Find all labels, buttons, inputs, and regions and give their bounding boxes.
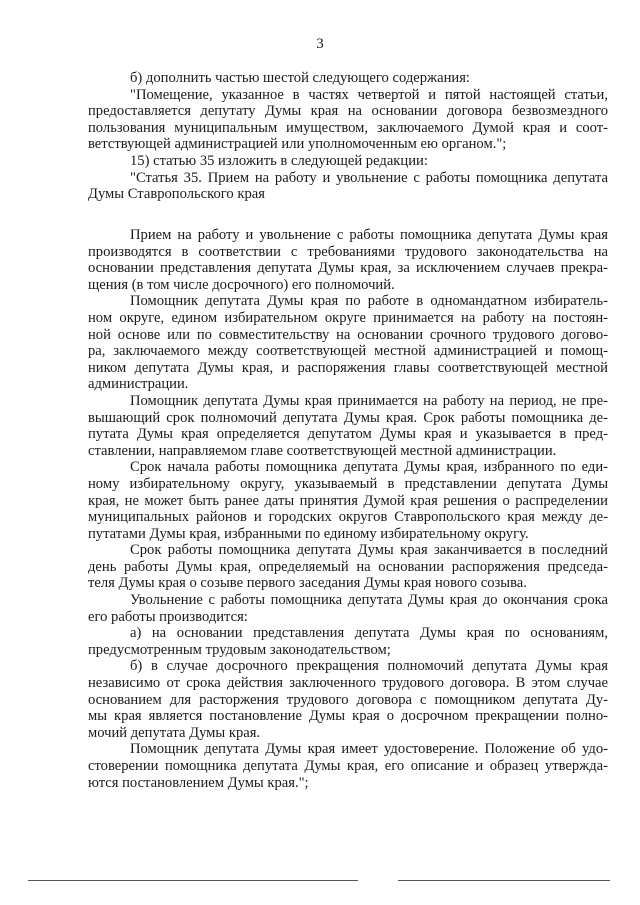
text-line: Помощник депутата Думы края по работе в одномандатном избиратель-: [130, 293, 608, 310]
text-line: производятся в соответствии с требованиями трудового законодательства на: [88, 243, 608, 260]
text-line: "Помещение, указанное в частях четвертой и пятой настоящей статьи,: [130, 86, 608, 103]
text-line: его работы производится:: [88, 608, 248, 625]
text-line: вышающий срок полномочий депутата Думы края. Срок работы помощника де-: [88, 409, 608, 426]
text-line: 15) статью 35 изложить в следующей редакции:: [130, 152, 428, 169]
text-line: администрации.: [88, 376, 189, 393]
text-line: муниципальных районов и городских округов Ставропольского края между де-: [88, 509, 608, 526]
text-line: ном округе, едином избирательном округе принимается на работу на постоян-: [88, 309, 608, 326]
text-line: предусмотренным трудовым законодательством;: [88, 641, 391, 658]
text-line: ветствующей администрацией или уполномоченным ею органом.";: [88, 136, 507, 153]
text-line: мы края является постановление Думы края о досрочном прекращении полно-: [88, 708, 608, 725]
text-line: Прием на работу и увольнение с работы помощника депутата Думы края: [130, 227, 608, 243]
footer-rule-right: [398, 880, 610, 881]
text-line: "Статья 35. Прием на работу и увольнение с работы помощника депутата: [130, 169, 608, 186]
text-line: ной основе или по совместительству на основании срочного трудового догово-: [88, 326, 608, 343]
text-line: основанием для расторжения трудового договора с помощником депутата Ду-: [88, 691, 608, 708]
text-line: а) на основании представления депутата Думы края по основаниям,: [130, 625, 608, 642]
text-line: Думы Ставропольского края: [88, 186, 265, 203]
text-line: ником депутата Думы края, и распоряжения главы соответствующей местной: [88, 359, 608, 376]
text-line: ра, заключаемого между соответствующей местной администрацией и помощ-: [88, 343, 608, 360]
text-line: независимо от срока действия заключенного трудового договора. В этом случае: [88, 675, 608, 692]
text-line: путатами Думы края, избранными по единому избирательному округу.: [88, 525, 529, 542]
text-line: предоставляется депутату Думы края на основании договора безвозмездного: [88, 103, 608, 120]
text-line: б) дополнить частью шестой следующего содержания:: [130, 70, 470, 86]
text-line: б) в случае досрочного прекращения полномочий депутата Думы края: [130, 658, 608, 675]
text-line: Увольнение с работы помощника депутата Думы края до окончания срока: [130, 592, 608, 609]
text-line: Помощник депутата Думы края принимается на работу на период, не пре-: [130, 392, 608, 409]
text-line: щения (в том числе досрочного) его полномочий.: [88, 276, 395, 293]
text-line: день работы Думы края, определяемый на основании распоряжения председа-: [88, 558, 608, 575]
footer-rule-left: [28, 880, 358, 881]
amendment-block: [88, 70, 608, 203]
text-line: путата Думы края определяется депутатом Думы края и указывается в пред-: [88, 426, 608, 443]
text-line: пользования муниципальным имуществом, заключаемого Думой края и соот-: [88, 119, 608, 136]
text-line: края, не может быть ранее даты принятия Думой края решения о распределении: [88, 492, 608, 509]
text-line: ному избирательному округу, указываемый в представлении депутата Думы: [88, 475, 608, 492]
text-line: Помощник депутата Думы края имеет удостоверение. Положение об удо-: [130, 741, 608, 758]
text-line: Срок начала работы помощника депутата Думы края, избранного по еди-: [130, 459, 608, 476]
text-line: теля Думы края о созыве первого заседания Думы края нового созыва.: [88, 575, 527, 592]
text-line: ются постановлением Думы края.";: [88, 774, 309, 791]
text-line: Срок работы помощника депутата Думы края заканчивается в последний: [130, 542, 608, 559]
text-line: ставлении, направляемом главе соответствующей местной администрации.: [88, 442, 557, 459]
text-line: стоверении помощника депутата Думы края, его описание и образец утвержда-: [88, 758, 608, 774]
text-line: основании представления депутата Думы края, за исключением случаев прекра-: [88, 260, 608, 277]
page-number: 3: [316, 36, 324, 52]
text-line: мочий депутата Думы края.: [88, 724, 261, 741]
article-body: [88, 227, 608, 791]
